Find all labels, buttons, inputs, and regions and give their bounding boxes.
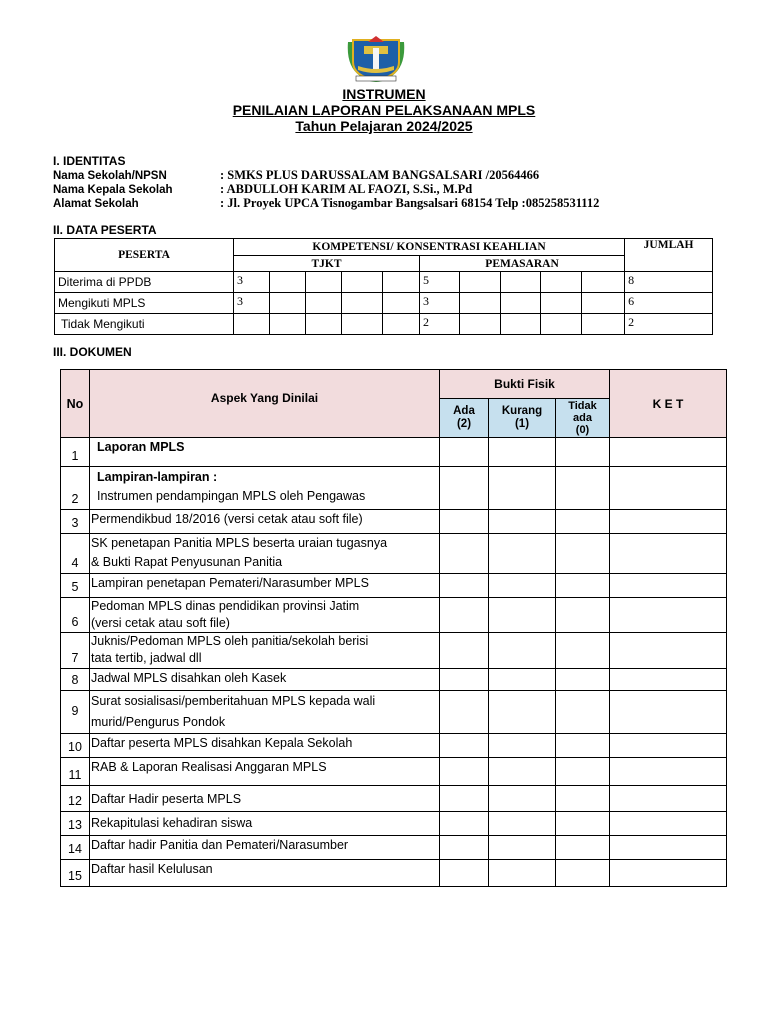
table-row xyxy=(61,812,727,836)
identitas-value: : Jl. Proyek UPCA Tisnogambar Bangsalsari 68154 Telp :085258531112 xyxy=(220,196,600,210)
ket-cell[interactable] xyxy=(610,598,727,633)
aspek-cell xyxy=(90,860,440,887)
ada-cell[interactable] xyxy=(440,812,489,836)
row-number: 6 xyxy=(61,598,90,633)
ada-score: (2) xyxy=(456,418,472,430)
tidak-cell[interactable] xyxy=(556,574,610,598)
col-bukti-header: Bukti Fisik xyxy=(440,370,610,399)
col-tidak-header xyxy=(556,399,610,438)
table-row xyxy=(61,574,727,598)
ket-cell[interactable] xyxy=(610,669,727,691)
aspek-cell xyxy=(90,438,440,467)
ada-cell[interactable] xyxy=(440,836,489,860)
aspek-line-2: (versi cetak atau soft file) xyxy=(91,616,230,630)
tidak-cell[interactable] xyxy=(556,758,610,786)
aspek-cell xyxy=(90,786,440,812)
table-row xyxy=(61,734,727,758)
pemasaran-value: 2 xyxy=(420,314,460,335)
row-number: 10 xyxy=(61,734,90,758)
row-number: 2 xyxy=(61,467,90,510)
aspek-line-2: tata tertib, jadwal dll xyxy=(91,651,202,665)
col-kompetensi-header: KOMPETENSI/ KONSENTRASI KEAHLIAN xyxy=(234,239,625,256)
table-row xyxy=(55,293,713,314)
identitas-row xyxy=(53,196,599,211)
jumlah-value: 8 xyxy=(625,272,713,293)
table-row xyxy=(61,691,727,734)
dokumen-table xyxy=(60,369,727,887)
row-number: 8 xyxy=(61,669,90,691)
ket-cell[interactable] xyxy=(610,734,727,758)
row-number: 15 xyxy=(61,860,90,887)
ada-cell[interactable] xyxy=(440,758,489,786)
table-row xyxy=(61,534,727,574)
ket-cell[interactable] xyxy=(610,836,727,860)
section-data-peserta: II. DATA PESERTA xyxy=(53,223,157,237)
section-identitas: I. IDENTITAS xyxy=(53,154,126,168)
aspek-line: SK penetapan Panitia MPLS beserta uraian tugasnya xyxy=(91,536,388,550)
table-row xyxy=(61,786,727,812)
tidak-cell[interactable] xyxy=(556,836,610,860)
ada-cell[interactable] xyxy=(440,734,489,758)
row-number: 14 xyxy=(61,836,90,860)
table-row xyxy=(61,836,727,860)
aspek-cell xyxy=(90,758,440,786)
row-number: 4 xyxy=(61,534,90,574)
ket-cell[interactable] xyxy=(610,758,727,786)
aspek-cell xyxy=(90,534,440,574)
row-number: 11 xyxy=(61,758,90,786)
tidak-cell[interactable] xyxy=(556,669,610,691)
tidak-label: Tidak xyxy=(568,400,597,412)
ket-cell[interactable] xyxy=(610,633,727,669)
peserta-table xyxy=(54,238,713,335)
ada-cell[interactable] xyxy=(440,574,489,598)
kurang-label: Kurang xyxy=(501,405,543,417)
ada-cell[interactable] xyxy=(440,510,489,534)
row-number: 13 xyxy=(61,812,90,836)
tidak-label-2: ada xyxy=(573,412,592,424)
table-row xyxy=(61,669,727,691)
ada-cell[interactable] xyxy=(440,467,489,510)
tjkt-value xyxy=(234,314,270,335)
ket-cell[interactable] xyxy=(610,534,727,574)
peserta-label: Diterima di PPDB xyxy=(55,272,234,293)
doc-title: INSTRUMEN xyxy=(342,86,426,102)
tidak-cell[interactable] xyxy=(556,438,610,467)
ket-cell[interactable] xyxy=(610,691,727,734)
col-ada-header xyxy=(440,399,489,438)
tidak-cell[interactable] xyxy=(556,691,610,734)
pemasaran-value: 3 xyxy=(420,293,460,314)
table-row xyxy=(55,314,713,335)
ada-cell[interactable] xyxy=(440,691,489,734)
peserta-label: Mengikuti MPLS xyxy=(55,293,234,314)
table-row xyxy=(61,758,727,786)
aspek-line: Permendikbud 18/2016 (versi cetak atau soft file) xyxy=(91,512,363,526)
ket-cell[interactable] xyxy=(610,438,727,467)
tjkt-value: 3 xyxy=(234,272,270,293)
ada-cell[interactable] xyxy=(440,438,489,467)
doc-year: Tahun Pelajaran 2024/2025 xyxy=(295,118,473,134)
aspek-line: Daftar hasil Kelulusan xyxy=(91,862,213,876)
table-row xyxy=(61,860,727,887)
tidak-cell[interactable] xyxy=(556,734,610,758)
tidak-cell[interactable] xyxy=(556,510,610,534)
kurang-cell[interactable] xyxy=(489,691,556,734)
ada-cell[interactable] xyxy=(440,598,489,633)
pemasaran-value: 5 xyxy=(420,272,460,293)
jawa-timur-emblem-icon xyxy=(344,32,408,84)
table-row xyxy=(61,467,727,510)
table-row xyxy=(61,633,727,669)
identitas-value: : ABDULLOH KARIM AL FAOZI, S.Si., M.Pd xyxy=(220,182,473,196)
kurang-cell[interactable] xyxy=(489,734,556,758)
aspek-line: Jadwal MPLS disahkan oleh Kasek xyxy=(91,671,287,685)
kurang-cell[interactable] xyxy=(489,510,556,534)
aspek-cell xyxy=(90,812,440,836)
aspek-line: Daftar Hadir peserta MPLS xyxy=(91,792,242,806)
aspek-cell xyxy=(90,836,440,860)
aspek-line: Lampiran-lampiran : xyxy=(97,470,218,484)
ket-cell[interactable] xyxy=(610,812,727,836)
identitas-value: : SMKS PLUS DARUSSALAM BANGSALSARI /20564466 xyxy=(220,168,540,182)
ket-cell[interactable] xyxy=(610,574,727,598)
aspek-line: Juknis/Pedoman MPLS oleh panitia/sekolah berisi xyxy=(91,634,369,648)
tjkt-value: 3 xyxy=(234,293,270,314)
kurang-cell[interactable] xyxy=(489,598,556,633)
identitas-label: Alamat Sekolah xyxy=(53,198,139,210)
kurang-cell[interactable] xyxy=(489,633,556,669)
table-row xyxy=(61,598,727,633)
aspek-line-2: murid/Pengurus Pondok xyxy=(91,715,226,729)
kurang-cell[interactable] xyxy=(489,534,556,574)
section-dokumen: III. DOKUMEN xyxy=(53,345,132,359)
aspek-line: Lampiran penetapan Pemateri/Narasumber MPLS xyxy=(91,576,369,590)
col-tjkt-header: TJKT xyxy=(234,256,420,272)
col-aspek-header: Aspek Yang Dinilai xyxy=(90,370,440,438)
ket-cell[interactable] xyxy=(610,786,727,812)
table-row xyxy=(55,272,713,293)
col-pemasaran-header: PEMASARAN xyxy=(420,256,625,272)
aspek-line: RAB & Laporan Realisasi Anggaran MPLS xyxy=(91,760,327,774)
aspek-cell xyxy=(90,633,440,669)
kurang-cell[interactable] xyxy=(489,758,556,786)
kurang-cell[interactable] xyxy=(489,669,556,691)
kurang-cell[interactable] xyxy=(489,836,556,860)
row-number: 1 xyxy=(61,438,90,467)
aspek-line: Daftar hadir Panitia dan Pemateri/Narasumber xyxy=(91,838,349,852)
kurang-cell[interactable] xyxy=(489,438,556,467)
table-row xyxy=(61,438,727,467)
row-number: 12 xyxy=(61,786,90,812)
kurang-cell[interactable] xyxy=(489,574,556,598)
aspek-line: Pedoman MPLS dinas pendidikan provinsi Jatim xyxy=(91,599,360,613)
identitas-row xyxy=(53,168,539,183)
ada-cell[interactable] xyxy=(440,534,489,574)
identitas-row xyxy=(53,182,472,197)
aspek-line-2: Instrumen pendampingan MPLS oleh Pengawas xyxy=(97,489,366,503)
row-number: 7 xyxy=(61,633,90,669)
col-ket-header: K E T xyxy=(610,370,727,438)
aspek-cell xyxy=(90,574,440,598)
col-kurang-header xyxy=(489,399,556,438)
tidak-cell[interactable] xyxy=(556,812,610,836)
row-number: 9 xyxy=(61,691,90,734)
tidak-cell[interactable] xyxy=(556,633,610,669)
ada-cell[interactable] xyxy=(440,786,489,812)
kurang-cell[interactable] xyxy=(489,786,556,812)
aspek-cell xyxy=(90,598,440,633)
aspek-line-2: & Bukti Rapat Penyusunan Panitia xyxy=(91,555,283,569)
aspek-cell xyxy=(90,510,440,534)
kurang-cell[interactable] xyxy=(489,467,556,510)
aspek-line: Surat sosialisasi/pemberitahuan MPLS kepada wali xyxy=(91,694,376,708)
aspek-line: Daftar peserta MPLS disahkan Kepala Sekolah xyxy=(91,736,353,750)
jumlah-value: 2 xyxy=(625,314,713,335)
peserta-label: Tidak Mengikuti xyxy=(55,314,234,335)
tidak-cell[interactable] xyxy=(556,534,610,574)
tidak-cell[interactable] xyxy=(556,786,610,812)
table-row xyxy=(61,510,727,534)
ada-cell[interactable] xyxy=(440,860,489,887)
col-no-header: No xyxy=(61,370,90,438)
tidak-cell[interactable] xyxy=(556,598,610,633)
identitas-label: Nama Sekolah/NPSN xyxy=(53,170,167,182)
aspek-cell xyxy=(90,669,440,691)
col-jumlah-header: JUMLAH xyxy=(625,239,713,272)
row-number: 3 xyxy=(61,510,90,534)
kurang-score: (1) xyxy=(514,418,530,430)
kurang-cell[interactable] xyxy=(489,860,556,887)
ada-cell[interactable] xyxy=(440,633,489,669)
aspek-line: Rekapitulasi kehadiran siswa xyxy=(91,816,253,830)
tidak-cell[interactable] xyxy=(556,860,610,887)
tidak-score: (0) xyxy=(575,424,590,436)
tidak-cell[interactable] xyxy=(556,467,610,510)
ket-cell[interactable] xyxy=(610,510,727,534)
aspek-line: Laporan MPLS xyxy=(97,440,185,454)
ada-label: Ada xyxy=(453,405,475,417)
ket-cell[interactable] xyxy=(610,467,727,510)
aspek-cell xyxy=(90,734,440,758)
jumlah-value: 6 xyxy=(625,293,713,314)
aspek-cell xyxy=(90,691,440,734)
identitas-label: Nama Kepala Sekolah xyxy=(53,184,173,196)
row-number: 5 xyxy=(61,574,90,598)
kurang-cell[interactable] xyxy=(489,812,556,836)
ada-cell[interactable] xyxy=(440,669,489,691)
aspek-cell xyxy=(90,467,440,510)
ket-cell[interactable] xyxy=(610,860,727,887)
doc-subtitle: PENILAIAN LAPORAN PELAKSANAAN MPLS xyxy=(232,102,536,118)
col-peserta-header: PESERTA xyxy=(55,239,234,272)
